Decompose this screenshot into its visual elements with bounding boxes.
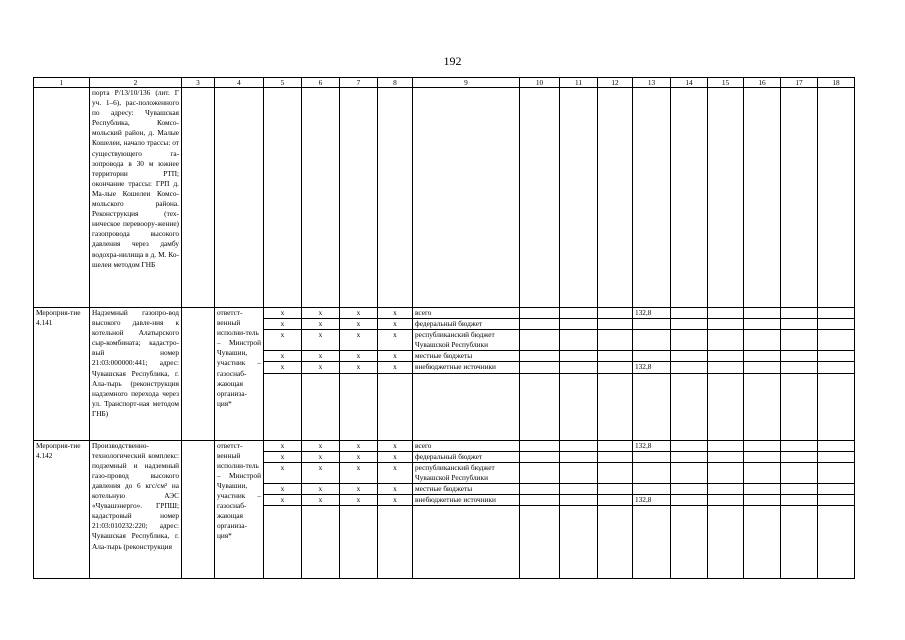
cell-col7: х	[340, 351, 378, 362]
column-number-3: 3	[182, 78, 215, 88]
cell-col6: х	[302, 362, 340, 373]
cell-col7: х	[340, 319, 378, 330]
empty-cell	[182, 308, 215, 441]
cell-col5: х	[264, 330, 302, 351]
empty-cell	[671, 351, 708, 362]
empty-cell	[413, 506, 520, 579]
empty-cell	[264, 506, 302, 579]
empty-cell	[520, 373, 560, 440]
empty-cell	[781, 362, 818, 373]
empty-cell	[34, 88, 90, 308]
cell-col13	[633, 483, 671, 494]
empty-cell	[182, 88, 215, 308]
empty-cell	[264, 88, 302, 308]
column-number-1: 1	[34, 78, 90, 88]
measure-description: Надземный газопро-вод высокого давле-ния к котельной Алатырского сыр-комбината; кадастро-вый номер 21:03:000000:441; адрес: Чувашская Республика, г. Ала-тырь (реконструкция надземного перехода через ул. Транспорт-ная методом ГНБ)	[90, 308, 182, 441]
empty-cell	[520, 319, 560, 330]
empty-cell	[520, 362, 560, 373]
empty-cell	[781, 483, 818, 494]
empty-cell	[520, 351, 560, 362]
empty-cell	[520, 506, 560, 579]
empty-cell	[671, 330, 708, 351]
cell-col5: х	[264, 483, 302, 494]
cell-col7: х	[340, 451, 378, 462]
cell-col6: х	[302, 462, 340, 483]
empty-cell	[744, 319, 781, 330]
empty-cell	[598, 330, 633, 351]
empty-cell	[708, 351, 744, 362]
empty-cell	[560, 88, 598, 308]
empty-cell	[413, 373, 520, 440]
column-number-8: 8	[378, 78, 413, 88]
empty-cell	[340, 88, 378, 308]
empty-cell	[744, 88, 781, 308]
empty-cell	[633, 373, 671, 440]
empty-cell	[818, 495, 855, 506]
cell-col8: х	[378, 451, 413, 462]
cell-col8: х	[378, 440, 413, 451]
cell-col5: х	[264, 495, 302, 506]
cell-col5: х	[264, 319, 302, 330]
cell-col5: х	[264, 462, 302, 483]
funding-source: местные бюджеты	[413, 351, 520, 362]
empty-cell	[598, 308, 633, 319]
empty-cell	[520, 451, 560, 462]
cell-col13: 132,8	[633, 362, 671, 373]
funding-row	[34, 308, 855, 319]
empty-cell	[671, 495, 708, 506]
empty-cell	[708, 319, 744, 330]
empty-cell	[744, 462, 781, 483]
cell-col13	[633, 351, 671, 362]
empty-cell	[671, 462, 708, 483]
empty-cell	[560, 330, 598, 351]
empty-cell	[671, 319, 708, 330]
cell-col13	[633, 319, 671, 330]
column-number-14: 14	[671, 78, 708, 88]
funding-source: федеральный бюджет	[413, 451, 520, 462]
empty-cell	[560, 462, 598, 483]
empty-cell	[520, 462, 560, 483]
empty-cell	[744, 330, 781, 351]
column-number-16: 16	[744, 78, 781, 88]
empty-cell	[520, 88, 560, 308]
cell-col6: х	[302, 330, 340, 351]
empty-cell	[781, 506, 818, 579]
empty-cell	[671, 483, 708, 494]
funding-source: всего	[413, 308, 520, 319]
cell-col7: х	[340, 495, 378, 506]
empty-cell	[520, 440, 560, 451]
empty-cell	[378, 88, 413, 308]
funding-source: внебюджетные источники	[413, 495, 520, 506]
empty-cell	[781, 451, 818, 462]
empty-cell	[520, 330, 560, 351]
column-number-10: 10	[520, 78, 560, 88]
cell-col13: 132,8	[633, 440, 671, 451]
empty-cell	[413, 88, 520, 308]
column-number-18: 18	[818, 78, 855, 88]
empty-cell	[560, 373, 598, 440]
cell-col8: х	[378, 362, 413, 373]
empty-cell	[560, 319, 598, 330]
empty-cell	[560, 440, 598, 451]
column-number-11: 11	[560, 78, 598, 88]
cell-col6: х	[302, 483, 340, 494]
cell-col13: 132,8	[633, 308, 671, 319]
empty-cell	[215, 88, 264, 308]
empty-cell	[302, 88, 340, 308]
cell-col7: х	[340, 330, 378, 351]
empty-cell	[302, 506, 340, 579]
column-number-5: 5	[264, 78, 302, 88]
empty-cell	[708, 483, 744, 494]
empty-cell	[708, 451, 744, 462]
empty-cell	[560, 483, 598, 494]
empty-cell	[598, 351, 633, 362]
measure-id: Мероприя-тие 4.141	[34, 308, 90, 441]
empty-cell	[744, 483, 781, 494]
empty-cell	[708, 495, 744, 506]
cell-col5: х	[264, 308, 302, 319]
column-number-4: 4	[215, 78, 264, 88]
empty-cell	[818, 373, 855, 440]
cell-col8: х	[378, 495, 413, 506]
empty-cell	[781, 88, 818, 308]
empty-cell	[633, 506, 671, 579]
cell-col13	[633, 462, 671, 483]
measure-responsible: ответст-венный исполни-тель – Минстрой Чувашии, участник – газоснаб-жающая организа-ция*	[215, 308, 264, 441]
empty-cell	[744, 440, 781, 451]
empty-cell	[781, 330, 818, 351]
empty-cell	[671, 308, 708, 319]
empty-cell	[598, 451, 633, 462]
cell-col7: х	[340, 362, 378, 373]
empty-cell	[182, 440, 215, 579]
empty-cell	[671, 362, 708, 373]
cell-col6: х	[302, 351, 340, 362]
cell-col6: х	[302, 319, 340, 330]
empty-cell	[781, 351, 818, 362]
continuation-row	[34, 88, 855, 308]
cell-col8: х	[378, 319, 413, 330]
empty-cell	[520, 483, 560, 494]
empty-cell	[598, 495, 633, 506]
empty-cell	[744, 451, 781, 462]
empty-cell	[598, 462, 633, 483]
empty-cell	[744, 351, 781, 362]
cell-col7: х	[340, 483, 378, 494]
empty-cell	[744, 373, 781, 440]
empty-cell	[671, 88, 708, 308]
empty-cell	[560, 308, 598, 319]
empty-cell	[708, 440, 744, 451]
empty-cell	[818, 351, 855, 362]
empty-cell	[340, 506, 378, 579]
empty-cell	[781, 462, 818, 483]
empty-cell	[708, 373, 744, 440]
empty-cell	[340, 373, 378, 440]
empty-cell	[818, 440, 855, 451]
empty-cell	[560, 451, 598, 462]
empty-cell	[520, 495, 560, 506]
page-number: 192	[443, 54, 462, 68]
empty-cell	[598, 483, 633, 494]
empty-cell	[708, 88, 744, 308]
cell-col5: х	[264, 440, 302, 451]
empty-cell	[781, 495, 818, 506]
funding-row	[34, 440, 855, 451]
cell-col8: х	[378, 351, 413, 362]
empty-cell	[633, 88, 671, 308]
funding-source: республиканский бюджет Чувашской Республики	[413, 330, 520, 351]
empty-cell	[818, 88, 855, 308]
cell-col13: 132,8	[633, 495, 671, 506]
column-number-13: 13	[633, 78, 671, 88]
empty-cell	[708, 462, 744, 483]
funding-source: республиканский бюджет Чувашской Республики	[413, 462, 520, 483]
empty-cell	[671, 451, 708, 462]
cell-col13	[633, 451, 671, 462]
cell-col8: х	[378, 483, 413, 494]
program-table	[33, 77, 855, 579]
empty-cell	[560, 351, 598, 362]
cell-col6: х	[302, 308, 340, 319]
empty-cell	[818, 308, 855, 319]
empty-cell	[818, 451, 855, 462]
empty-cell	[818, 506, 855, 579]
cell-col6: х	[302, 495, 340, 506]
empty-cell	[744, 362, 781, 373]
column-number-17: 17	[781, 78, 818, 88]
empty-cell	[781, 440, 818, 451]
empty-cell	[560, 506, 598, 579]
empty-cell	[708, 330, 744, 351]
empty-cell	[671, 506, 708, 579]
empty-cell	[671, 440, 708, 451]
empty-cell	[598, 506, 633, 579]
empty-cell	[598, 373, 633, 440]
cell-col8: х	[378, 308, 413, 319]
column-number-7: 7	[340, 78, 378, 88]
empty-cell	[598, 440, 633, 451]
column-number-15: 15	[708, 78, 744, 88]
empty-cell	[818, 483, 855, 494]
empty-cell	[378, 506, 413, 579]
cell-col7: х	[340, 440, 378, 451]
empty-cell	[781, 308, 818, 319]
funding-source: всего	[413, 440, 520, 451]
empty-cell	[781, 319, 818, 330]
empty-cell	[560, 362, 598, 373]
empty-cell	[598, 362, 633, 373]
cell-col7: х	[340, 308, 378, 319]
cell-col8: х	[378, 462, 413, 483]
empty-cell	[818, 362, 855, 373]
cell-col6: х	[302, 440, 340, 451]
empty-cell	[818, 462, 855, 483]
column-number-2: 2	[90, 78, 182, 88]
empty-cell	[302, 373, 340, 440]
empty-cell	[560, 495, 598, 506]
cell-col8: х	[378, 330, 413, 351]
empty-cell	[671, 373, 708, 440]
empty-cell	[708, 362, 744, 373]
empty-cell	[744, 506, 781, 579]
empty-cell	[264, 373, 302, 440]
funding-source: федеральный бюджет	[413, 319, 520, 330]
cell-col5: х	[264, 451, 302, 462]
empty-cell	[744, 308, 781, 319]
empty-cell	[781, 373, 818, 440]
column-number-12: 12	[598, 78, 633, 88]
measure-id: Мероприя-тие 4.142	[34, 440, 90, 579]
funding-source: местные бюджеты	[413, 483, 520, 494]
empty-cell	[598, 319, 633, 330]
empty-cell	[818, 330, 855, 351]
empty-cell	[818, 319, 855, 330]
empty-cell	[708, 308, 744, 319]
empty-cell	[744, 495, 781, 506]
cell-col5: х	[264, 362, 302, 373]
cell-col5: х	[264, 351, 302, 362]
measure-responsible: ответст-венный исполни-тель – Минстрой Чувашии, участник – газоснаб-жающая организа-ция*	[215, 440, 264, 579]
cell-col7: х	[340, 462, 378, 483]
measure-description: Производственно-технологический комплекс: подземный и надземный газо-провод высокого давления до 6 кгс/см² на котельную АЭС «Чувашэнерго». ГРПШ; кадастровый номер 21:03:010232:220; адрес: Чувашская Республика, г. Ала-тырь (реконструкция	[90, 440, 182, 579]
empty-cell	[378, 373, 413, 440]
cell-col6: х	[302, 451, 340, 462]
column-number-row	[34, 78, 855, 88]
empty-cell	[520, 308, 560, 319]
continuation-description: порта Р/13/10/136 (лит. Г уч. 1–6), рас-положенного по адресу: Чувашская Республика, Комсо-мольский район, д. Малые Кошелеи, начало трассы: от существующего га-зопровода в 30 м южнее территории РТП; окончание трассы: ГРП д. Ма-лые Кошелеи Комсо-мольского района. Реконструкция (тех-ническое перевоору-жение) газопровода высокого давления через дамбу водохра-нилища в д. М. Ко-шелеи методом ГНБ	[90, 88, 182, 308]
empty-cell	[598, 88, 633, 308]
column-number-6: 6	[302, 78, 340, 88]
empty-cell	[708, 506, 744, 579]
cell-col13	[633, 330, 671, 351]
column-number-9: 9	[413, 78, 520, 88]
funding-source: внебюджетные источники	[413, 362, 520, 373]
